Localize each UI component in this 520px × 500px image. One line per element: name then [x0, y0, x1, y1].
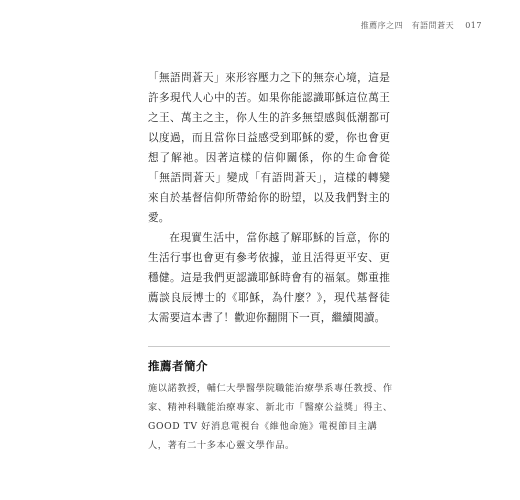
bio-section: [148, 379, 396, 455]
running-header-title: 推薦序之四 有語問蒼天: [360, 21, 455, 30]
body-paragraph-2: 在現實生活中，當你越了解耶穌的旨意，你的生活行事也會更有參考依據，並且活得更平安、更穩健。這是我們更認識耶穌時會有的福氣。鄭重推薦談良辰博士的《耶穌，為什麼？》，現代基督徒太需要這本書了！歡迎你翻開下一頁，繼續閱讀。: [148, 232, 390, 324]
bio-heading: 推薦者簡介: [148, 359, 208, 373]
body-paragraph-1: 「無語問蒼天」來形容壓力之下的無奈心境，這是許多現代人心中的苦。如果你能認識耶穌這位萬王之王、萬主之主，你人生的許多無望感與低潮都可以度過，而且當你日益感受到耶穌的愛，你也會更想了解祂。因著這樣的信仰關係，你的生命會從「無語問蒼天」變成「有語問蒼天」，這樣的轉變來自於基督信仰所帶給你的盼望，以及我們對主的愛。: [148, 72, 390, 224]
bio-paragraph: 施以諾教授，輔仁大學醫學院職能治療學系專任教授、作家、精神科職能治療專家、新北市「醫療公益獎」得主、GOOD TV 好消息電視台《維他命施》電視節目主講人，著有二十多本心靈文學作品。: [148, 383, 393, 451]
running-header: [361, 20, 482, 31]
main-body-text: [148, 68, 390, 328]
page-number: 017: [465, 21, 482, 30]
section-divider: [148, 346, 390, 347]
